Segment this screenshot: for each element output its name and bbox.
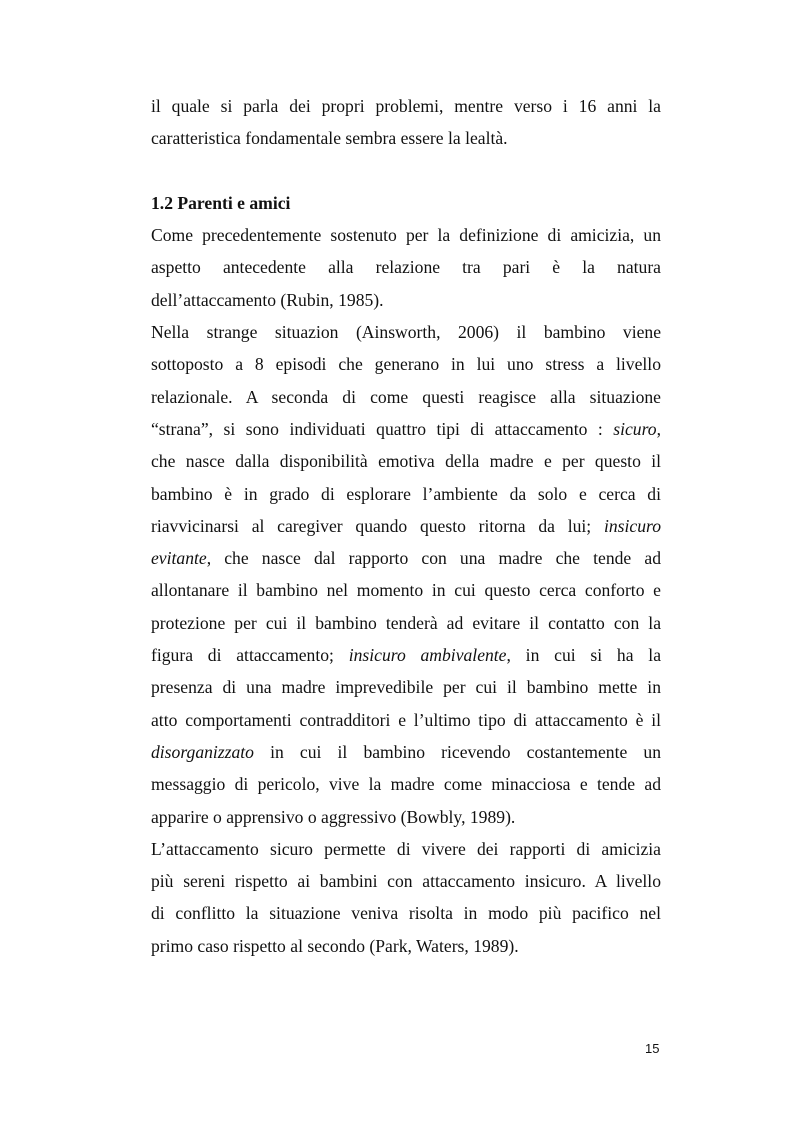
page-body [151, 90, 661, 962]
intro-paragraph [151, 90, 661, 155]
text-line [151, 542, 661, 574]
text-line: protezione per cui il bambino tenderà ad evitare il contatto con la [151, 612, 661, 633]
text-line: aspetto antecedente alla relazione tra pari è la natura [151, 257, 661, 278]
text-line: sottoposto a 8 episodi che generano in lui uno stress a livello [151, 354, 661, 375]
text-line: messaggio di pericolo, vive la madre come minacciosa e tende ad [151, 774, 661, 795]
text-line: atto comportamenti contradditori e l’ultimo tipo di attaccamento è il [151, 709, 661, 730]
text-line [151, 639, 661, 671]
text-line: di conflitto la situazione veniva risolta in modo più pacifico nel [151, 903, 661, 924]
paragraph-gap [151, 155, 661, 187]
text-line: relazionale. A seconda di come questi reagisce alla situazione [151, 386, 661, 407]
emphasis-sicuro: sicuro [613, 418, 657, 439]
text-line: Come precedentemente sostenuto per la definizione di amicizia, un [151, 225, 661, 246]
text-segment: “strana”, si sono individuati quattro tipi di attaccamento : [151, 418, 614, 439]
text-line: Nella strange situazion (Ainsworth, 2006) il bambino viene [151, 322, 661, 343]
text-line: il quale si parla dei propri problemi, mentre verso i 16 anni la [151, 96, 661, 116]
text-segment: , [656, 418, 661, 439]
text-line: L’attaccamento sicuro permette di vivere dei rapporti di amicizia [151, 838, 661, 859]
paragraph-1 [151, 219, 661, 316]
paragraph-2 [151, 316, 661, 833]
emphasis-disorganizzato: disorganizzato [151, 741, 254, 762]
text-line: dell’attaccamento (Rubin, 1985). [151, 289, 384, 310]
text-line: allontanare il bambino nel momento in cui questo cerca conforto e [151, 580, 661, 601]
text-segment: in cui il bambino ricevendo costantemente un [253, 741, 661, 762]
text-line: che nasce dalla disponibilità emotiva della madre e per questo il [151, 451, 661, 472]
text-line: più sereni rispetto ai bambini con attaccamento insicuro. A livello [151, 871, 661, 892]
text-line: apparire o apprensivo o aggressivo (Bowbly, 1989). [151, 806, 516, 827]
emphasis-insicuro-ambivalente: insicuro ambivalente [348, 645, 507, 666]
emphasis-evitante: evitante [151, 548, 207, 569]
text-line: bambino è in grado di esplorare l’ambiente da solo e cerca di [151, 483, 661, 504]
text-line: presenza di una madre imprevedibile per cui il bambino mette in [151, 677, 661, 698]
text-line [151, 736, 661, 768]
text-line: primo caso rispetto al secondo (Park, Waters, 1989). [151, 935, 519, 956]
paragraph-3 [151, 833, 661, 962]
text-segment: riavvicinarsi al caregiver quando questo ritorna da lui; [151, 515, 604, 536]
text-segment: , in cui si ha la [506, 645, 661, 666]
text-line [151, 413, 661, 445]
text-segment: , che nasce dal rapporto con una madre che tende ad [206, 548, 661, 569]
emphasis-insicuro: insicuro [603, 515, 661, 536]
text-line: caratteristica fondamentale sembra essere la lealtà. [151, 128, 508, 149]
page-number: 15 [645, 1041, 660, 1056]
text-line [151, 510, 661, 542]
section-heading: 1.2 Parenti e amici [151, 192, 291, 213]
text-segment: figura di attaccamento; [151, 645, 349, 666]
